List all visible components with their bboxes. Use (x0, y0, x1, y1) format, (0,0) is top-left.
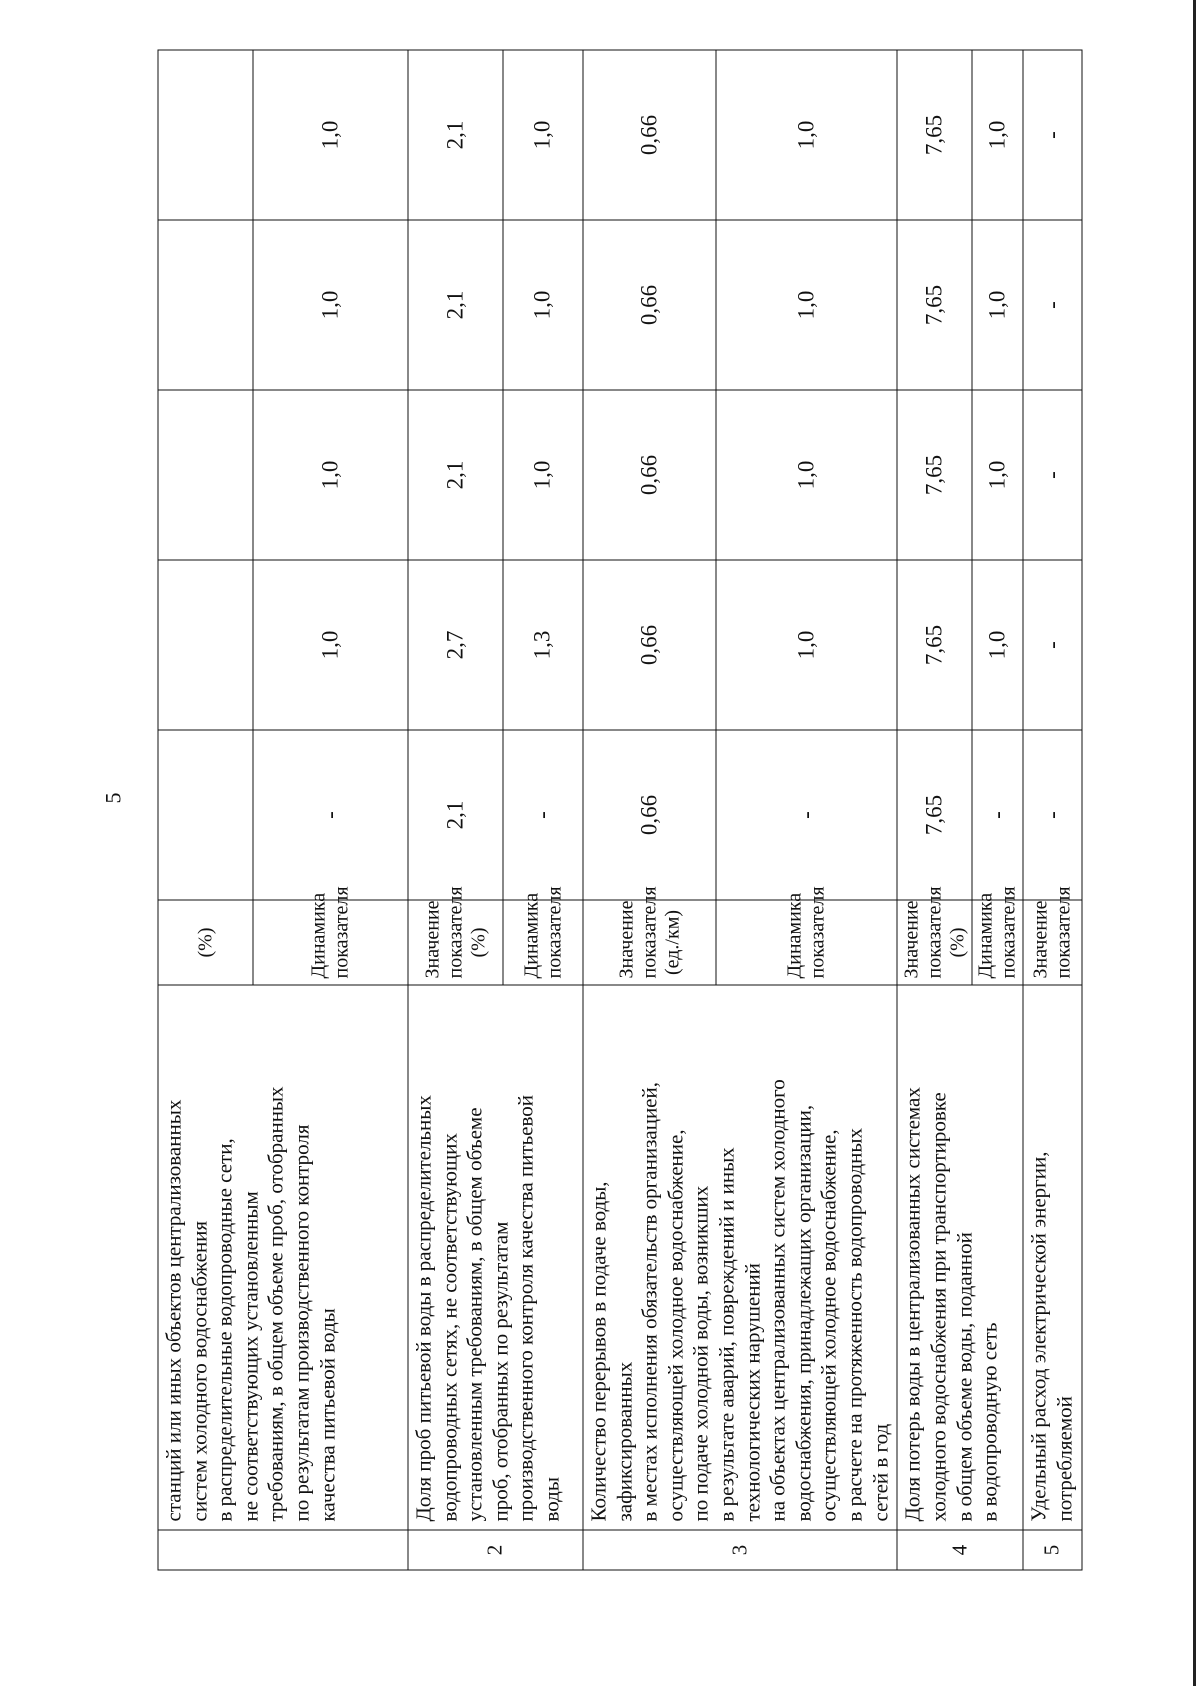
indicator-value: - (1023, 50, 1081, 220)
indicator-unit: Динамика показателя (972, 900, 1023, 985)
indicator-value: 2,1 (408, 730, 503, 900)
indicator-value: 2,1 (408, 220, 503, 390)
indicator-value: 1,0 (972, 220, 1023, 390)
indicator-value: 1,0 (253, 50, 408, 220)
indicator-value: - (503, 730, 583, 900)
indicator-value: 0,66 (583, 50, 716, 220)
table-row (1023, 50, 1081, 1570)
indicator-value: 1,0 (716, 220, 897, 390)
rotated-table-sheet (158, 51, 1077, 1571)
indicator-value: 1,0 (253, 560, 408, 730)
indicator-value: 1,0 (503, 50, 583, 220)
indicator-value: 1,0 (503, 390, 583, 560)
description-line: потребляемой (1052, 1396, 1077, 1522)
description-line: осуществляющей холодное водоснабжение, (663, 1129, 688, 1522)
indicator-value (158, 50, 253, 220)
indicator-value (158, 730, 253, 900)
indicator-value: - (1023, 220, 1081, 390)
indicator-description (897, 985, 1023, 1530)
indicator-value: - (1023, 560, 1081, 730)
description-line: сетей в год (868, 1423, 893, 1522)
description-line: в результате аварий, повреждений и иных (714, 1147, 739, 1522)
table-row (583, 50, 716, 1570)
description-line: в местах исполнения обязательств организацией, (637, 1082, 662, 1522)
row-number (158, 1530, 408, 1570)
indicator-value: 2,1 (408, 50, 503, 220)
indicator-unit: Динамика показателя (716, 900, 897, 985)
description-line: в расчете на протяженность водопроводных (842, 1127, 867, 1522)
indicator-value: 0,66 (583, 560, 716, 730)
indicator-unit: Значение показателя (ед./км) (583, 900, 716, 985)
row-number: 3 (583, 1530, 897, 1570)
indicator-value: 1,0 (716, 390, 897, 560)
description-line: станций или иных объектов централизованных (161, 1099, 186, 1522)
description-line: качества питьевой воды (315, 1308, 340, 1522)
indicator-value: - (972, 730, 1023, 900)
indicator-value: 2,7 (408, 560, 503, 730)
indicator-unit: Значение показателя (1023, 900, 1081, 985)
row-number: 5 (1023, 1530, 1081, 1570)
indicator-unit: Динамика показателя (503, 900, 583, 985)
description-line: систем холодного водоснабжения (187, 1220, 212, 1522)
description-line: по результатам производственного контроля (289, 1124, 314, 1522)
description-line: требованиям, в общем объеме проб, отобранных (263, 1086, 288, 1522)
row-number: 2 (408, 1530, 583, 1570)
indicator-value: 7,65 (897, 730, 972, 900)
table-row (408, 50, 503, 1570)
indicator-unit: Значение показателя (%) (897, 900, 972, 985)
table-row (897, 50, 972, 1570)
row-number: 4 (897, 1530, 1023, 1570)
table-body (158, 50, 1082, 1570)
indicator-value: 7,65 (897, 220, 972, 390)
description-line: водопроводных сетях, не соответствующих (437, 1133, 462, 1522)
description-line: осуществляющей холодное водоснабжение, (816, 1129, 841, 1522)
description-line: установленным требованиям, в общем объеме (462, 1107, 487, 1522)
indicator-value: 1,0 (716, 50, 897, 220)
indicator-description (408, 985, 583, 1530)
indicator-description (583, 985, 897, 1530)
indicator-value: 1,0 (972, 390, 1023, 560)
indicator-description (158, 985, 408, 1530)
indicator-value (158, 560, 253, 730)
indicator-value: 1,0 (972, 50, 1023, 220)
description-line: на объектах централизованных систем холодного (765, 1079, 790, 1522)
indicator-unit: Динамика показателя (253, 900, 408, 985)
indicator-value (158, 220, 253, 390)
description-line: Удельный расход электрической энергии, (1026, 1151, 1051, 1522)
description-line: производственного контроля качества питьевой (513, 1094, 538, 1522)
indicator-unit: (%) (158, 900, 253, 985)
indicator-value: 1,0 (972, 560, 1023, 730)
description-line: в общем объеме воды, поданной (952, 1232, 977, 1522)
description-line: технологических нарушений (740, 1263, 765, 1522)
description-line: по подаче холодной воды, возникших (688, 1185, 713, 1522)
description-line: в распределительные водопроводные сети, (212, 1138, 237, 1522)
indicator-unit: Значение показателя (%) (408, 900, 503, 985)
indicator-value: - (1023, 730, 1081, 900)
indicator-value: 7,65 (897, 50, 972, 220)
description-line: Доля потерь воды в централизованных системах (900, 1087, 925, 1522)
description-line: зафиксированных (612, 1361, 637, 1522)
indicator-value: 2,1 (408, 390, 503, 560)
description-line: в водопроводную сеть (977, 1322, 1002, 1522)
description-line: холодного водоснабжения при транспортировке (926, 1092, 951, 1522)
indicator-value: 1,0 (253, 220, 408, 390)
description-line: проб, отобранных по результатам (488, 1221, 513, 1522)
indicator-value: 1,0 (253, 390, 408, 560)
indicator-value: 0,66 (583, 730, 716, 900)
indicator-value (158, 390, 253, 560)
indicator-value: - (716, 730, 897, 900)
indicator-value: 7,65 (897, 390, 972, 560)
indicator-value: 1,0 (503, 220, 583, 390)
indicator-value: 0,66 (583, 220, 716, 390)
description-line: Количество перерывов в подаче воды, (586, 1181, 611, 1522)
description-line: не соответствующих установленным (238, 1191, 263, 1522)
page-number: 5 (100, 792, 126, 804)
indicator-value: - (1023, 390, 1081, 560)
indicator-value: 7,65 (897, 560, 972, 730)
indicator-value: 0,66 (583, 390, 716, 560)
table-row (158, 50, 253, 1570)
indicator-value: - (253, 730, 408, 900)
description-line: водоснабжения, принадлежащих организации, (791, 1104, 816, 1522)
description-line: Доля проб питьевой воды в распределительных (411, 1095, 436, 1522)
indicators-table (158, 50, 1083, 1571)
indicator-value: 1,0 (716, 560, 897, 730)
description-line: воды (539, 1477, 564, 1522)
indicator-value: 1,3 (503, 560, 583, 730)
indicator-description (1023, 985, 1081, 1530)
